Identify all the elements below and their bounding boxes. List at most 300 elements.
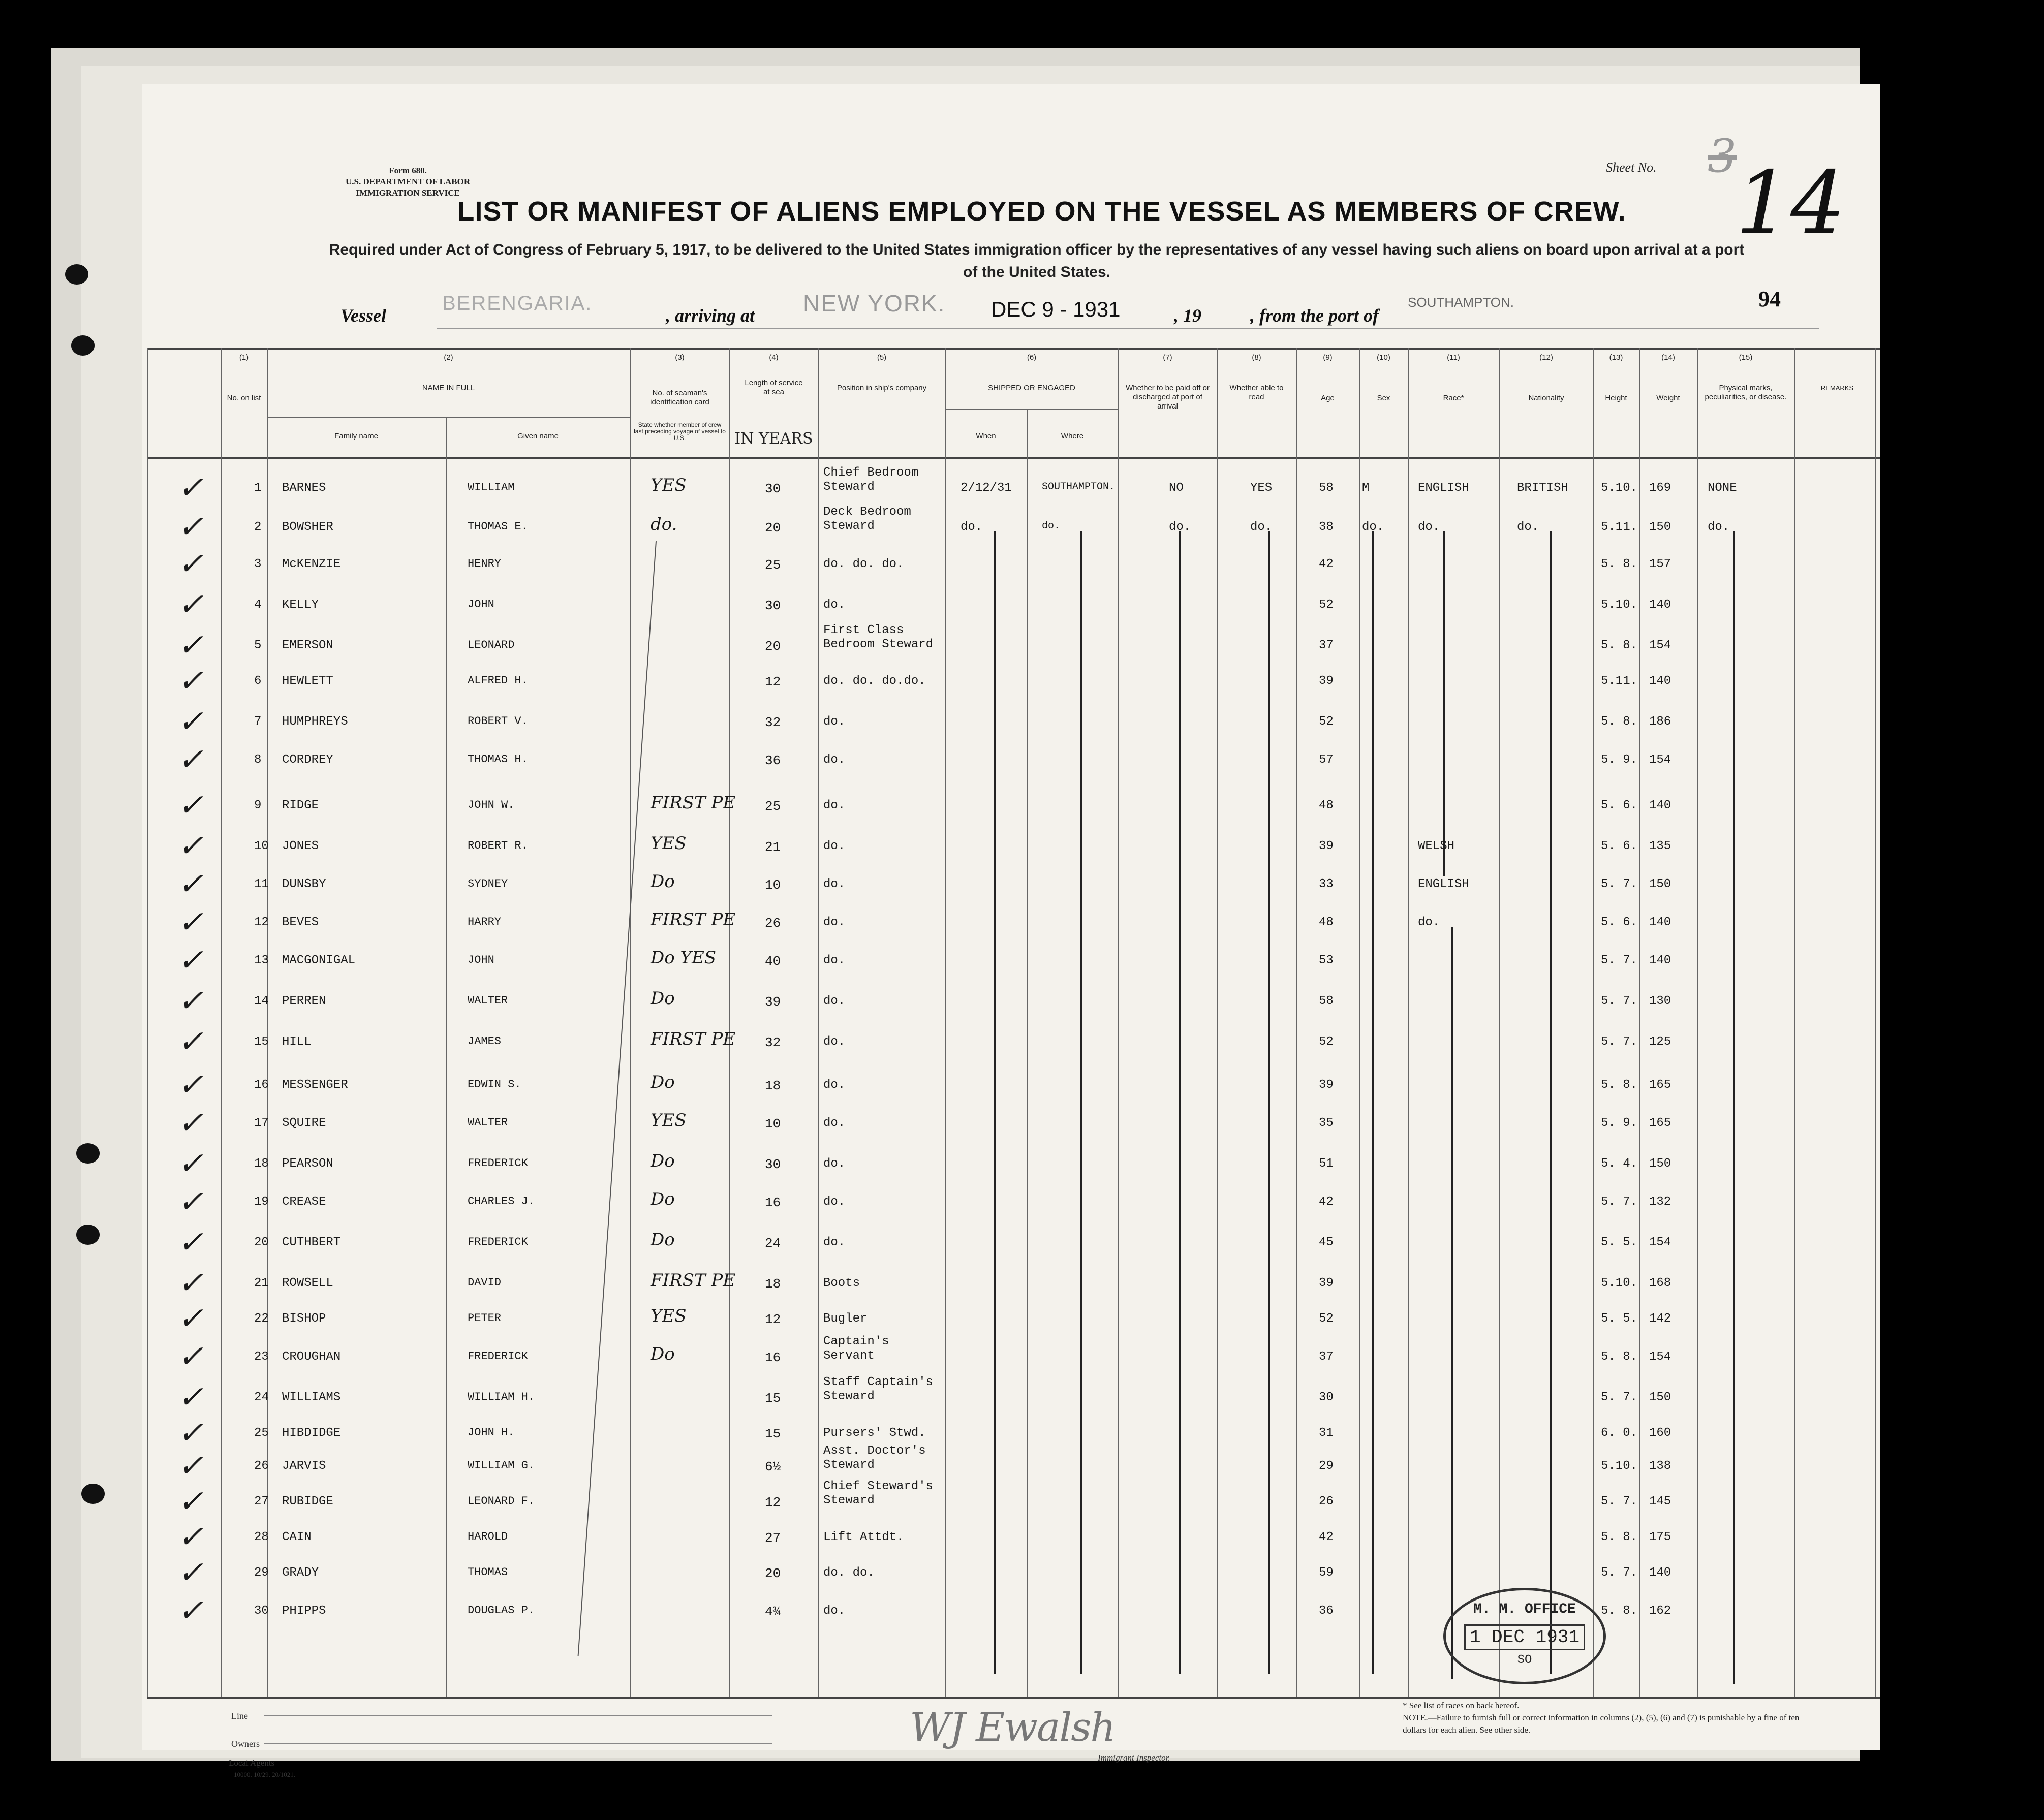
cell-given: HARRY [468, 916, 502, 928]
arriving-label: , arriving at [666, 305, 755, 326]
inspector-signature: WJ Ewalsh [910, 1705, 1115, 1750]
cell-given: ROBERT V. [468, 715, 528, 728]
check-mark: ✓ [178, 1225, 204, 1260]
cell-position: do. do. do.do. [823, 674, 926, 688]
cell-race: do. [1418, 916, 1440, 929]
cell-height: 5.11. [1601, 520, 1638, 534]
table-row [142, 587, 1880, 631]
cell-height: 5. 7. [1601, 1035, 1638, 1049]
cell-weight: 157 [1649, 557, 1671, 571]
check-mark: ✓ [178, 742, 204, 777]
cell-given: PETER [468, 1312, 502, 1325]
manifest-sheet [142, 84, 1880, 1778]
col-number: (8) [1252, 353, 1261, 362]
cell-position: Captain's Servant [823, 1335, 889, 1363]
cell-height: 5. 8. [1601, 715, 1638, 729]
cell-physical: NONE [1708, 481, 1737, 495]
check-mark: ✓ [178, 1519, 204, 1555]
cell-position: Deck Bedroom Steward [823, 505, 911, 533]
table-row [142, 1444, 1880, 1492]
cell-weight: 154 [1649, 1350, 1671, 1364]
cell-no: 28 [254, 1530, 269, 1544]
check-mark: ✓ [178, 1265, 204, 1301]
cell-height: 5. 8. [1601, 1604, 1638, 1618]
cell-paid: do. [1169, 520, 1191, 534]
table-top-border [147, 348, 1880, 350]
cell-no: 23 [254, 1350, 269, 1364]
table-bottom-border [147, 1697, 1880, 1699]
cell-years: 15 [765, 1391, 781, 1406]
cell-weight: 150 [1649, 1391, 1671, 1404]
cell-no: 7 [254, 715, 262, 729]
col-number: (13) [1609, 353, 1623, 362]
cell-height: 5. 8. [1601, 1350, 1638, 1364]
cell-family: CROUGHAN [282, 1350, 341, 1364]
cell-no: 2 [254, 520, 262, 534]
table-row [142, 1335, 1880, 1383]
cell-given: ROBERT R. [468, 839, 528, 852]
cell-height: 5. 8. [1601, 1078, 1638, 1092]
cell-no: 3 [254, 557, 262, 571]
binder-hole [81, 1484, 105, 1504]
cell-height: 5. 7. [1601, 877, 1638, 891]
cell-race: ENGLISH [1418, 481, 1469, 495]
cell-weight: 138 [1649, 1459, 1671, 1473]
arrival-date: DEC 9 - 1931 [991, 297, 1121, 321]
cell-given: JOHN H. [468, 1426, 515, 1439]
cell-no: 5 [254, 639, 262, 652]
cell-position: Boots [823, 1276, 860, 1290]
cell-years: 15 [765, 1426, 781, 1441]
cell-given: JOHN [468, 954, 494, 966]
table-row [142, 983, 1880, 1027]
header-family-name: Family name [334, 432, 378, 441]
cell-weight: 168 [1649, 1276, 1671, 1290]
footer-line-label: Line [231, 1711, 248, 1721]
cell-no: 22 [254, 1312, 269, 1326]
cell-position: do. [823, 799, 846, 812]
cell-weight: 150 [1649, 877, 1671, 891]
cell-no: 20 [254, 1236, 269, 1249]
cell-given: THOMAS E. [468, 520, 528, 533]
cell-weight: 140 [1649, 954, 1671, 967]
check-mark: ✓ [178, 983, 204, 1019]
cell-given: JAMES [468, 1035, 502, 1048]
cell-prev: Do [651, 871, 675, 892]
footer-notes [1403, 1700, 1809, 1736]
cell-height: 6. 0. [1601, 1426, 1638, 1440]
cell-family: WILLIAMS [282, 1391, 341, 1404]
cell-family: SQUIRE [282, 1116, 326, 1130]
check-mark: ✓ [178, 1448, 204, 1484]
header-name-in-full: NAME IN FULL [422, 384, 475, 392]
cell-height: 5. 9. [1601, 753, 1638, 767]
cell-position: do. [823, 994, 846, 1008]
office-stamp [1443, 1588, 1606, 1684]
cell-family: JONES [282, 839, 319, 853]
cell-weight: 165 [1649, 1116, 1671, 1130]
cell-no: 12 [254, 916, 269, 929]
cell-years: 20 [765, 520, 781, 536]
table-row [142, 1519, 1880, 1563]
header-when: When [976, 432, 996, 441]
table-row [142, 1301, 1880, 1344]
table-row [142, 1555, 1880, 1598]
stamp-line3: SO [1517, 1653, 1532, 1667]
cell-position: do. [823, 954, 846, 967]
binder-hole [71, 335, 95, 356]
check-mark: ✓ [178, 663, 204, 699]
cell-given: DAVID [468, 1276, 502, 1289]
cell-given: FREDERICK [468, 1157, 528, 1170]
col-number: (5) [877, 353, 887, 362]
check-mark: ✓ [178, 1484, 204, 1519]
cell-years: 25 [765, 799, 781, 814]
col-number: (12) [1539, 353, 1553, 362]
cell-age: 38 [1319, 520, 1334, 534]
cell-years: 30 [765, 481, 781, 496]
cell-given: FREDERICK [468, 1236, 528, 1248]
table-row [142, 546, 1880, 590]
cell-weight: 186 [1649, 715, 1671, 729]
cell-given: FREDERICK [468, 1350, 528, 1363]
table-row [142, 1105, 1880, 1149]
check-mark: ✓ [178, 1105, 204, 1141]
cell-given: WILLIAM H. [468, 1391, 535, 1403]
col-number: (2) [444, 353, 453, 362]
check-mark: ✓ [178, 1593, 204, 1628]
cell-no: 16 [254, 1078, 269, 1092]
cell-prev: YES [651, 833, 687, 854]
cell-weight: 162 [1649, 1604, 1671, 1618]
cell-years: 10 [765, 1116, 781, 1132]
cell-years: 18 [765, 1078, 781, 1093]
cell-prev: Do [651, 1189, 675, 1209]
cell-family: PHIPPS [282, 1604, 326, 1618]
check-mark: ✓ [178, 1415, 204, 1451]
cell-race: do. [1418, 520, 1440, 534]
cell-family: CREASE [282, 1195, 326, 1209]
cell-years: 36 [765, 753, 781, 768]
cell-given: LEONARD [468, 639, 515, 651]
cell-weight: 165 [1649, 1078, 1671, 1092]
cell-family: BISHOP [282, 1312, 326, 1326]
table-row [142, 1593, 1880, 1637]
cell-years: 4¾ [765, 1604, 781, 1619]
cell-given: DOUGLAS P. [468, 1604, 535, 1617]
header-paid-off: Whether to be paid off or discharged at port of arrival [1126, 384, 1210, 411]
cell-height: 5.10. [1601, 598, 1638, 612]
col-number: (11) [1447, 353, 1460, 362]
header-id-card: No. of seaman's identification card [650, 389, 709, 406]
cell-height: 5. 6. [1601, 839, 1638, 853]
cell-nationality: do. [1517, 520, 1539, 534]
cell-sex: do. [1362, 520, 1384, 534]
cell-age: 52 [1319, 715, 1334, 729]
cell-height: 5.10. [1601, 1276, 1638, 1290]
cell-prev: Do [651, 1072, 675, 1092]
cell-weight: 125 [1649, 1035, 1671, 1049]
header-shipped: SHIPPED OR ENGAGED [988, 384, 1075, 392]
cell-height: 5. 7. [1601, 1495, 1638, 1509]
cell-height: 5. 9. [1601, 1116, 1638, 1130]
cell-position: do. [823, 1604, 846, 1618]
cell-given: JOHN W. [468, 799, 515, 811]
cell-years: 30 [765, 598, 781, 613]
check-mark: ✓ [178, 1024, 204, 1059]
cell-family: BOWSHER [282, 520, 333, 534]
cell-sex: M [1362, 481, 1370, 495]
cell-age: 48 [1319, 799, 1334, 812]
table-row [142, 505, 1880, 553]
header-id-card-note: State whether member of crew last preceding voyage of vessel to U.S. [634, 421, 726, 442]
header-no-on-list: No. on list [227, 394, 261, 402]
table-row [142, 1184, 1880, 1228]
header-where: Where [1061, 432, 1084, 441]
cell-weight: 140 [1649, 916, 1671, 929]
cell-no: 11 [254, 877, 269, 891]
cell-position: Lift Attdt. [823, 1530, 904, 1544]
cell-physical: do. [1708, 520, 1730, 534]
cell-position: do. [823, 877, 846, 891]
cell-weight: 154 [1649, 1236, 1671, 1249]
table-row [142, 866, 1880, 910]
cell-height: 5.10. [1601, 481, 1638, 495]
cell-family: MACGONIGAL [282, 954, 356, 967]
cell-height: 5. 6. [1601, 799, 1638, 812]
cell-position: do. [823, 1078, 846, 1092]
cell-given: JOHN [468, 598, 494, 611]
cell-family: ROWSELL [282, 1276, 333, 1290]
cell-prev: FIRST PE [651, 1270, 736, 1291]
table-header-border [147, 457, 1880, 459]
cell-height: 5. 7. [1601, 1195, 1638, 1209]
cell-weight: 175 [1649, 1530, 1671, 1544]
col-number: (10) [1377, 353, 1390, 362]
check-mark: ✓ [178, 509, 204, 545]
cell-weight: 160 [1649, 1426, 1671, 1440]
cell-family: RIDGE [282, 799, 319, 812]
cell-age: 59 [1319, 1566, 1334, 1580]
check-mark: ✓ [178, 1379, 204, 1415]
cell-given: ALFRED H. [468, 674, 528, 687]
check-mark: ✓ [178, 1184, 204, 1219]
cell-weight: 132 [1649, 1195, 1671, 1209]
header-sex: Sex [1377, 394, 1390, 402]
cell-no: 4 [254, 598, 262, 612]
cell-prev: do. [651, 514, 677, 535]
cell-years: 32 [765, 715, 781, 730]
col-number: (1) [239, 353, 249, 362]
cell-position: Chief Steward's Steward [823, 1480, 934, 1508]
cell-family: HIBDIDGE [282, 1426, 341, 1440]
header-given-name: Given name [517, 432, 559, 441]
col-number: (9) [1323, 353, 1333, 362]
cell-age: 52 [1319, 1312, 1334, 1326]
cell-family: CAIN [282, 1530, 312, 1544]
cell-position: Pursers' Stwd. [823, 1426, 926, 1440]
cell-read: do. [1250, 520, 1273, 534]
cell-family: CUTHBERT [282, 1236, 341, 1249]
cell-weight: 150 [1649, 1157, 1671, 1171]
cell-position: Chief Bedroom Steward [823, 466, 919, 494]
cell-years: 16 [765, 1350, 781, 1365]
cell-age: 52 [1319, 598, 1334, 612]
cell-position: do. [823, 753, 846, 767]
cell-family: CORDREY [282, 753, 333, 767]
cell-given: WALTER [468, 994, 508, 1007]
header-remarks: REMARKS [1820, 384, 1854, 392]
cell-family: PERREN [282, 994, 326, 1008]
cell-position: First Class Bedroom Steward [823, 623, 934, 651]
header-age: Age [1321, 394, 1335, 402]
cell-weight: 154 [1649, 753, 1671, 767]
header-height: Height [1605, 394, 1627, 402]
cell-years: 12 [765, 1312, 781, 1327]
cell-prev: Do [651, 988, 675, 1009]
cell-age: 51 [1319, 1157, 1334, 1171]
cell-where: do. [1042, 520, 1061, 532]
cell-age: 35 [1319, 1116, 1334, 1130]
check-mark: ✓ [178, 1146, 204, 1181]
cell-age: 42 [1319, 557, 1334, 571]
table-row [142, 1225, 1880, 1268]
check-mark: ✓ [178, 1301, 204, 1336]
cell-prev: FIRST PE [651, 1029, 736, 1049]
cell-years: 25 [765, 557, 781, 573]
cell-race: ENGLISH [1418, 877, 1469, 891]
form-info [346, 165, 470, 199]
check-mark: ✓ [178, 546, 204, 582]
footer-note-races: * See list of races on back hereof. [1403, 1701, 1520, 1710]
cell-years: 39 [765, 994, 781, 1010]
cell-age: 30 [1319, 1391, 1334, 1404]
sheet-handwritten-number: 14 [1736, 153, 1846, 254]
form-number: Form 680. [389, 166, 427, 175]
cell-age: 58 [1319, 994, 1334, 1008]
cell-no: 10 [254, 839, 269, 853]
cell-weight: 130 [1649, 994, 1671, 1008]
cell-age: 39 [1319, 1276, 1334, 1290]
cell-family: HILL [282, 1035, 312, 1049]
cell-age: 33 [1319, 877, 1334, 891]
cell-years: 32 [765, 1035, 781, 1050]
table-row [142, 742, 1880, 786]
check-mark: ✓ [178, 788, 204, 823]
cell-position: do. do. do. [823, 557, 904, 571]
col-number: (6) [1027, 353, 1037, 362]
cell-years: 20 [765, 639, 781, 654]
cell-weight: 135 [1649, 839, 1671, 853]
cell-weight: 169 [1649, 481, 1671, 495]
cell-age: 42 [1319, 1195, 1334, 1209]
col-number: (14) [1661, 353, 1675, 362]
cell-years: 30 [765, 1157, 781, 1172]
cell-years: 24 [765, 1236, 781, 1251]
check-mark: ✓ [178, 470, 204, 506]
table-row [142, 943, 1880, 986]
col-number: (3) [675, 353, 685, 362]
cell-prev: YES [651, 1110, 687, 1131]
cell-position: Asst. Doctor's Steward [823, 1444, 926, 1472]
table-row [142, 828, 1880, 872]
table-row [142, 466, 1880, 514]
cell-years: 12 [765, 1495, 781, 1510]
footer-labels [231, 1702, 260, 1758]
table-row [142, 623, 1880, 671]
cell-prev: YES [651, 1306, 687, 1326]
cell-age: 39 [1319, 674, 1334, 688]
cell-years: 21 [765, 839, 781, 855]
form-service: IMMIGRATION SERVICE [356, 188, 460, 198]
cell-weight: 140 [1649, 1566, 1671, 1580]
stamp-line1: M. M. OFFICE [1473, 1602, 1576, 1617]
cell-height: 5. 6. [1601, 916, 1638, 929]
cell-family: BEVES [282, 916, 319, 929]
cell-age: 42 [1319, 1530, 1334, 1544]
cell-years: 20 [765, 1566, 781, 1581]
cell-position: do. do. [823, 1566, 875, 1580]
year-label: , 19 [1174, 305, 1201, 326]
cell-age: 37 [1319, 1350, 1334, 1364]
table-row [142, 1480, 1880, 1527]
cell-years: 10 [765, 877, 781, 893]
page-subtitle: Required under Act of Congress of February 5, 1917, to be delivered to the United States immigration officer by the representatives of any vessel having such aliens on board upon arrival at a port of the United States. [329, 241, 1745, 280]
footer-line-rule [264, 1715, 772, 1716]
cell-prev: YES [651, 475, 687, 495]
cell-given: WILLIAM [468, 481, 515, 494]
cell-family: McKENZIE [282, 557, 341, 571]
cell-family: EMERSON [282, 639, 333, 652]
cell-paid: NO [1169, 481, 1184, 495]
cell-weight: 142 [1649, 1312, 1671, 1326]
cell-prev: FIRST PE [651, 793, 736, 813]
cell-age: 36 [1319, 1604, 1334, 1618]
cell-height: 5. 8. [1601, 639, 1638, 652]
check-mark: ✓ [178, 1067, 204, 1103]
cell-family: JARVIS [282, 1459, 326, 1473]
cell-given: THOMAS H. [468, 753, 528, 766]
check-mark: ✓ [178, 1555, 204, 1590]
header-able-read: Whether able to read [1229, 384, 1284, 401]
cell-family: BARNES [282, 481, 326, 495]
check-mark: ✓ [178, 904, 204, 940]
cell-age: 31 [1319, 1426, 1334, 1440]
cell-position: do. [823, 1195, 846, 1209]
page-number: 94 [1758, 287, 1781, 311]
cell-height: 5. 4. [1601, 1157, 1638, 1171]
name-sub-border [267, 417, 630, 418]
cell-no: 6 [254, 674, 262, 688]
cell-years: 40 [765, 954, 781, 969]
cell-position: do. [823, 1157, 846, 1171]
form-dept: U.S. DEPARTMENT OF LABOR [346, 177, 471, 186]
cell-position: do. [823, 1236, 846, 1249]
cell-no: 15 [254, 1035, 269, 1049]
cell-position: do. [823, 1116, 846, 1130]
cell-when: 2/12/31 [961, 481, 1012, 495]
cell-years: 27 [765, 1530, 781, 1546]
cell-prev: Do [651, 1344, 675, 1364]
cell-position: do. [823, 715, 846, 729]
check-mark: ✓ [178, 704, 204, 739]
cell-position: do. [823, 1035, 846, 1049]
table-row [142, 1146, 1880, 1189]
cell-no: 17 [254, 1116, 269, 1130]
check-mark: ✓ [178, 627, 204, 663]
cell-prev: Do YES [651, 948, 717, 968]
cell-no: 18 [254, 1157, 269, 1171]
